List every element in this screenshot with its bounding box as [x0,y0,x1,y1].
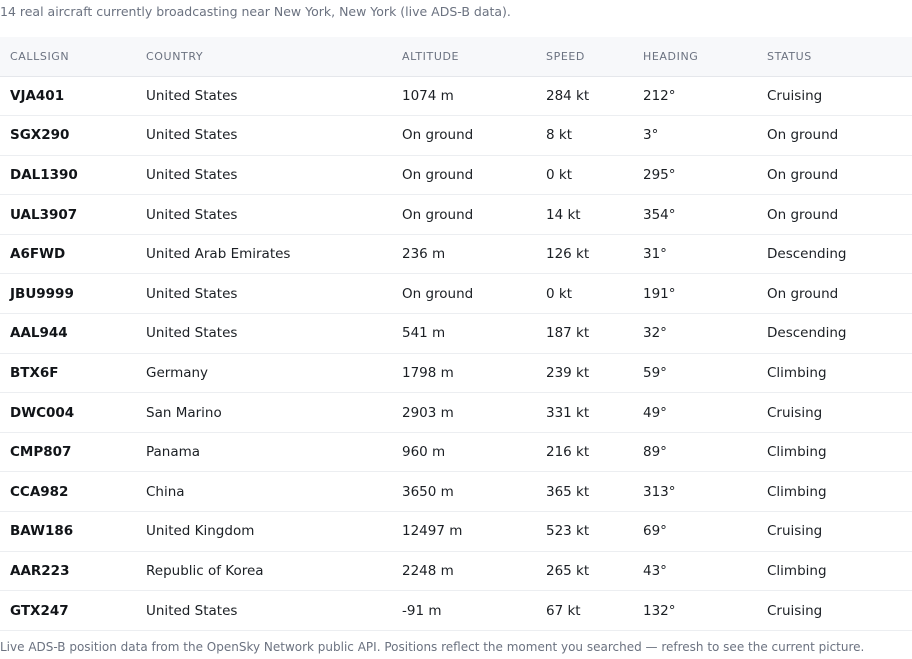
cell-status: Cruising [757,393,912,433]
cell-speed: 284 kt [536,76,633,116]
table-row [0,274,912,314]
table-row [0,155,912,195]
cell-callsign: DAL1390 [0,155,136,195]
cell-status: Cruising [757,76,912,116]
cell-heading: 212° [633,76,757,116]
flights-table [0,37,912,631]
cell-heading: 191° [633,274,757,314]
column-header-status: STATUS [757,37,912,76]
cell-callsign: CCA982 [0,472,136,512]
column-header-country: COUNTRY [136,37,392,76]
cell-status: Descending [757,234,912,274]
cell-heading: 43° [633,551,757,591]
cell-altitude: 3650 m [392,472,536,512]
cell-speed: 14 kt [536,195,633,235]
cell-speed: 331 kt [536,393,633,433]
cell-speed: 216 kt [536,432,633,472]
cell-heading: 295° [633,155,757,195]
cell-speed: 67 kt [536,591,633,631]
cell-country: United States [136,274,392,314]
table-row [0,116,912,156]
cell-altitude: 2903 m [392,393,536,433]
cell-country: United States [136,76,392,116]
cell-heading: 313° [633,472,757,512]
cell-altitude: On ground [392,195,536,235]
cell-speed: 0 kt [536,155,633,195]
cell-heading: 31° [633,234,757,274]
cell-callsign: JBU9999 [0,274,136,314]
table-row [0,353,912,393]
footnote-text: Live ADS-B position data from the OpenSky Network public API. Positions reflect the moment you searched — refresh to see the current picture. [0,640,865,654]
cell-status: Climbing [757,472,912,512]
cell-callsign: A6FWD [0,234,136,274]
cell-speed: 8 kt [536,116,633,156]
cell-status: On ground [757,195,912,235]
table-body [0,76,912,630]
cell-heading: 3° [633,116,757,156]
cell-callsign: DWC004 [0,393,136,433]
cell-status: Cruising [757,512,912,552]
cell-country: San Marino [136,393,392,433]
cell-altitude: 2248 m [392,551,536,591]
cell-country: China [136,472,392,512]
cell-callsign: VJA401 [0,76,136,116]
cell-altitude: On ground [392,116,536,156]
table-row [0,393,912,433]
table-row [0,195,912,235]
cell-altitude: 960 m [392,432,536,472]
cell-altitude: -91 m [392,591,536,631]
cell-heading: 59° [633,353,757,393]
column-header-altitude: ALTITUDE [392,37,536,76]
cell-status: On ground [757,274,912,314]
table-row [0,512,912,552]
cell-callsign: AAR223 [0,551,136,591]
table-row [0,234,912,274]
cell-country: United States [136,116,392,156]
cell-altitude: 236 m [392,234,536,274]
cell-status: On ground [757,155,912,195]
cell-heading: 89° [633,432,757,472]
cell-speed: 365 kt [536,472,633,512]
table-row [0,76,912,116]
cell-country: Germany [136,353,392,393]
cell-status: Climbing [757,353,912,393]
cell-callsign: UAL3907 [0,195,136,235]
table-row [0,551,912,591]
table-header [0,37,912,76]
cell-altitude: 1798 m [392,353,536,393]
header-row [0,37,912,76]
cell-country: United States [136,314,392,354]
cell-country: Republic of Korea [136,551,392,591]
cell-country: United States [136,195,392,235]
cell-callsign: AAL944 [0,314,136,354]
cell-status: Descending [757,314,912,354]
cell-status: On ground [757,116,912,156]
cell-altitude: 12497 m [392,512,536,552]
cell-callsign: BAW186 [0,512,136,552]
cell-country: Panama [136,432,392,472]
cell-speed: 126 kt [536,234,633,274]
cell-altitude: 1074 m [392,76,536,116]
cell-callsign: GTX247 [0,591,136,631]
cell-speed: 523 kt [536,512,633,552]
cell-country: United States [136,591,392,631]
cell-heading: 132° [633,591,757,631]
cell-heading: 69° [633,512,757,552]
cell-altitude: 541 m [392,314,536,354]
cell-altitude: On ground [392,274,536,314]
cell-callsign: BTX6F [0,353,136,393]
cell-speed: 0 kt [536,274,633,314]
cell-country: United States [136,155,392,195]
cell-country: United Kingdom [136,512,392,552]
cell-altitude: On ground [392,155,536,195]
table-row [0,591,912,631]
cell-callsign: SGX290 [0,116,136,156]
column-header-speed: SPEED [536,37,633,76]
cell-status: Climbing [757,551,912,591]
cell-heading: 49° [633,393,757,433]
column-header-heading: HEADING [633,37,757,76]
table-row [0,472,912,512]
cell-heading: 32° [633,314,757,354]
column-header-callsign: CALLSIGN [0,37,136,76]
cell-speed: 239 kt [536,353,633,393]
cell-status: Cruising [757,591,912,631]
intro-text: 14 real aircraft currently broadcasting near New York, New York (live ADS-B data). [0,4,511,19]
cell-country: United Arab Emirates [136,234,392,274]
table-row [0,432,912,472]
table-row [0,314,912,354]
cell-speed: 265 kt [536,551,633,591]
cell-callsign: CMP807 [0,432,136,472]
cell-heading: 354° [633,195,757,235]
cell-speed: 187 kt [536,314,633,354]
cell-status: Climbing [757,432,912,472]
